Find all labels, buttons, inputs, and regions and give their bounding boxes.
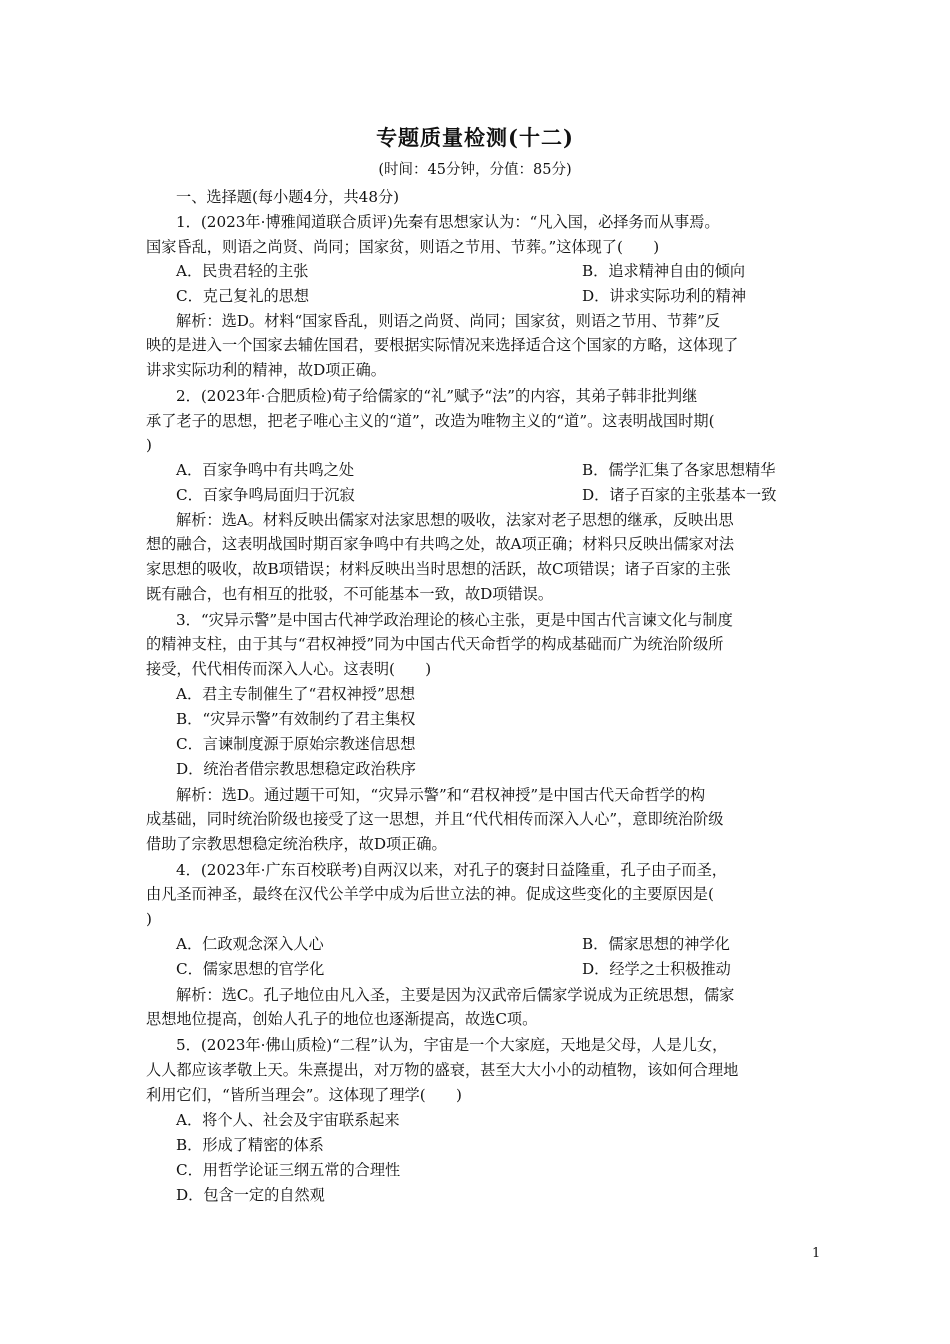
question-stem: 5．(2023年·佛山质检)“二程”认为，宇宙是一个大家庭，天地是父母，人是儿女， bbox=[176, 1036, 728, 1054]
section-heading: 一、选择题(每小题4分，共48分) bbox=[176, 188, 400, 206]
question-stem: 的精神支柱，由于其与“君权神授”同为中国古代天命哲学的构成基础而广为统治阶级所 bbox=[146, 635, 724, 653]
analysis: 解析：选C。孔子地位由凡入圣，主要是因为汉武帝后儒家学说成为正统思想，儒家 bbox=[176, 986, 735, 1004]
option-c: C．克己复礼的思想 bbox=[176, 287, 310, 305]
option-b: B．儒家思想的神学化 bbox=[582, 935, 730, 953]
analysis: 映的是进入一个国家去辅佐国君，要根据实际情况来选择适合这个国家的方略，这体现了 bbox=[146, 336, 739, 354]
option-a: A．君主专制催生了“君权神授”思想 bbox=[176, 685, 416, 703]
question-stem: 承了老子的思想，把老子唯心主义的“道”，改造为唯物主义的“道”。这表明战国时期( bbox=[146, 412, 715, 430]
option-d: D．经学之士积极推动 bbox=[582, 960, 731, 978]
option-a: A．仁政观念深入人心 bbox=[176, 935, 324, 953]
option-d: D．讲求实际功利的精神 bbox=[582, 287, 747, 305]
option-b: B．追求精神自由的倾向 bbox=[582, 262, 746, 280]
question-stem: 国家昏乱，则语之尚贤、尚同；国家贫，则语之节用、节葬。”这体现了( ) bbox=[146, 238, 660, 256]
analysis: 解析：选D。通过题干可知，“灾异示警”和“君权神授”是中国古代天命哲学的构 bbox=[176, 786, 706, 804]
option-c: C．百家争鸣局面归于沉寂 bbox=[176, 486, 355, 504]
page-subtitle: (时间：45分钟，分值：85分) bbox=[378, 162, 572, 178]
question-stem: 人人都应该孝敬上天。朱熹提出，对万物的盛衰，甚至大大小小的动植物，该如何合理地 bbox=[146, 1061, 739, 1079]
option-a: A．民贵君轻的主张 bbox=[176, 262, 309, 280]
analysis: 想的融合，这表明战国时期百家争鸣中有共鸣之处，故A项正确；材料只反映出儒家对法 bbox=[146, 535, 735, 553]
question-stem: ) bbox=[146, 436, 152, 454]
question-stem: 利用它们，“皆所当理会”。这体现了理学( ) bbox=[146, 1086, 462, 1104]
analysis: 思想地位提高，创始人孔子的地位也逐渐提高，故选C项。 bbox=[146, 1010, 538, 1028]
analysis: 解析：选A。材料反映出儒家对法家思想的吸收，法家对老子思想的继承，反映出思 bbox=[176, 511, 734, 529]
question-stem: 4．(2023年·广东百校联考)自两汉以来，对孔子的褒封日益隆重，孔子由子而圣， bbox=[176, 861, 727, 879]
option-c: C．儒家思想的官学化 bbox=[176, 960, 325, 978]
option-b: B．“灾异示警”有效制约了君主集权 bbox=[176, 710, 416, 728]
option-d: D．包含一定的自然观 bbox=[176, 1186, 325, 1204]
question-stem: 3．“灾异示警”是中国古代神学政治理论的核心主张，更是中国古代言谏文化与制度 bbox=[176, 611, 733, 629]
option-a: A．百家争鸣中有共鸣之处 bbox=[176, 461, 355, 479]
analysis: 讲求实际功利的精神，故D项正确。 bbox=[146, 361, 386, 379]
analysis: 既有融合，也有相互的批驳，不可能基本一致，故D项错误。 bbox=[146, 585, 554, 603]
page-number: 1 bbox=[812, 1246, 821, 1261]
option-a: A．将个人、社会及宇宙联系起来 bbox=[176, 1111, 400, 1129]
question-stem: ) bbox=[146, 910, 152, 928]
option-d: D．统治者借宗教思想稳定政治秩序 bbox=[176, 760, 416, 778]
option-b: B．儒学汇集了各家思想精华 bbox=[582, 461, 776, 479]
page-title: 专题质量检测(十二) bbox=[376, 125, 574, 150]
question-stem: 2．(2023年·合肥质检)荀子给儒家的“礼”赋予“法”的内容，其弟子韩非批判继 bbox=[176, 387, 698, 405]
option-c: C．用哲学论证三纲五常的合理性 bbox=[176, 1161, 401, 1179]
analysis: 成基础，同时统治阶级也接受了这一思想，并且“代代相传而深入人心”，意即统治阶级 bbox=[146, 810, 724, 828]
question-stem: 1．(2023年·博雅闻道联合质评)先秦有思想家认为：“凡入国，必择务而从事焉。 bbox=[176, 213, 720, 231]
analysis: 家思想的吸收，故B项错误；材料反映出当时思想的活跃，故C项错误；诸子百家的主张 bbox=[146, 560, 731, 578]
question-stem: 由凡圣而神圣，最终在汉代公羊学中成为后世立法的神。促成这些变化的主要原因是( bbox=[146, 885, 714, 903]
option-d: D．诸子百家的主张基本一致 bbox=[582, 486, 777, 504]
option-b: B．形成了精密的体系 bbox=[176, 1136, 324, 1154]
question-stem: 接受，代代相传而深入人心。这表明( ) bbox=[146, 660, 432, 678]
analysis: 借助了宗教思想稳定统治秩序，故D项正确。 bbox=[146, 835, 447, 853]
option-c: C．言谏制度源于原始宗教迷信思想 bbox=[176, 735, 416, 753]
analysis: 解析：选D。材料“国家昏乱，则语之尚贤、尚同；国家贫，则语之节用、节葬”反 bbox=[176, 312, 721, 330]
